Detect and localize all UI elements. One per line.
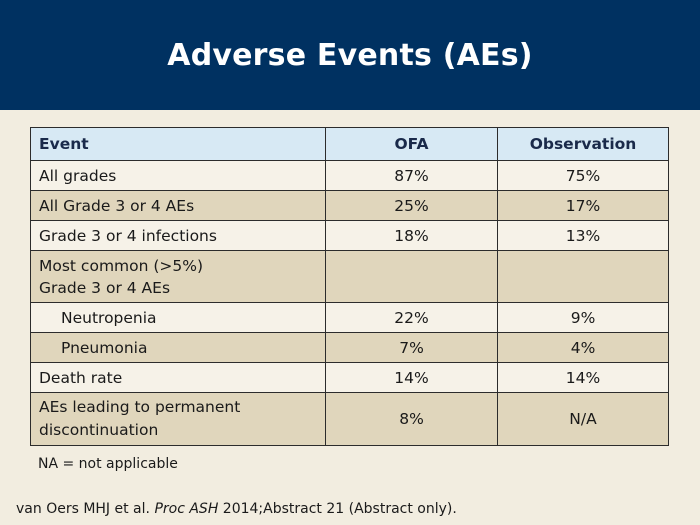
citation [16, 501, 457, 517]
event-cell: Neutropenia [31, 303, 326, 333]
event-cell: All grades [31, 161, 326, 191]
ofa-cell: 7% [326, 333, 498, 363]
observation-cell: N/A [498, 393, 669, 446]
event-cell [31, 251, 326, 303]
observation-cell: 14% [498, 363, 669, 393]
event-line-1: Most common (>5%) [39, 256, 204, 275]
observation-cell: 17% [498, 191, 669, 221]
event-cell: Death rate [31, 363, 326, 393]
ofa-cell: 18% [326, 221, 498, 251]
title-bar [0, 0, 700, 110]
event-line-1: AEs leading to permanent [39, 398, 241, 416]
observation-cell: 4% [498, 333, 669, 363]
table-row [31, 191, 669, 221]
table-row [31, 363, 669, 393]
footnote: NA = not applicable [38, 456, 178, 472]
table-row [31, 161, 669, 191]
table-header-row [31, 128, 669, 161]
column-header-event: Event [31, 128, 326, 161]
ofa-cell: 14% [326, 363, 498, 393]
event-line-2: Grade 3 or 4 AEs [39, 278, 171, 297]
ofa-cell: 22% [326, 303, 498, 333]
observation-cell [498, 251, 669, 303]
observation-cell: 9% [498, 303, 669, 333]
observation-cell: 75% [498, 161, 669, 191]
ofa-cell [326, 251, 498, 303]
observation-cell: 13% [498, 221, 669, 251]
adverse-events-table [30, 127, 669, 446]
slide-title: Adverse Events (AEs) [167, 38, 533, 73]
table-row [31, 251, 669, 303]
citation-authors: van Oers MHJ et al. [16, 501, 155, 517]
citation-rest: 2014;Abstract 21 (Abstract only). [218, 501, 457, 517]
ofa-cell: 25% [326, 191, 498, 221]
event-cell: Pneumonia [31, 333, 326, 363]
table-row [31, 303, 669, 333]
table-row [31, 333, 669, 363]
column-header-observation: Observation [498, 128, 669, 161]
ofa-cell: 8% [326, 393, 498, 446]
table-row [31, 393, 669, 446]
citation-journal: Proc ASH [154, 501, 219, 517]
event-cell: Grade 3 or 4 infections [31, 221, 326, 251]
event-cell [31, 393, 326, 446]
ofa-cell: 87% [326, 161, 498, 191]
event-cell: All Grade 3 or 4 AEs [31, 191, 326, 221]
table-row [31, 221, 669, 251]
event-line-2: discontinuation [39, 421, 159, 439]
column-header-ofa: OFA [326, 128, 498, 161]
